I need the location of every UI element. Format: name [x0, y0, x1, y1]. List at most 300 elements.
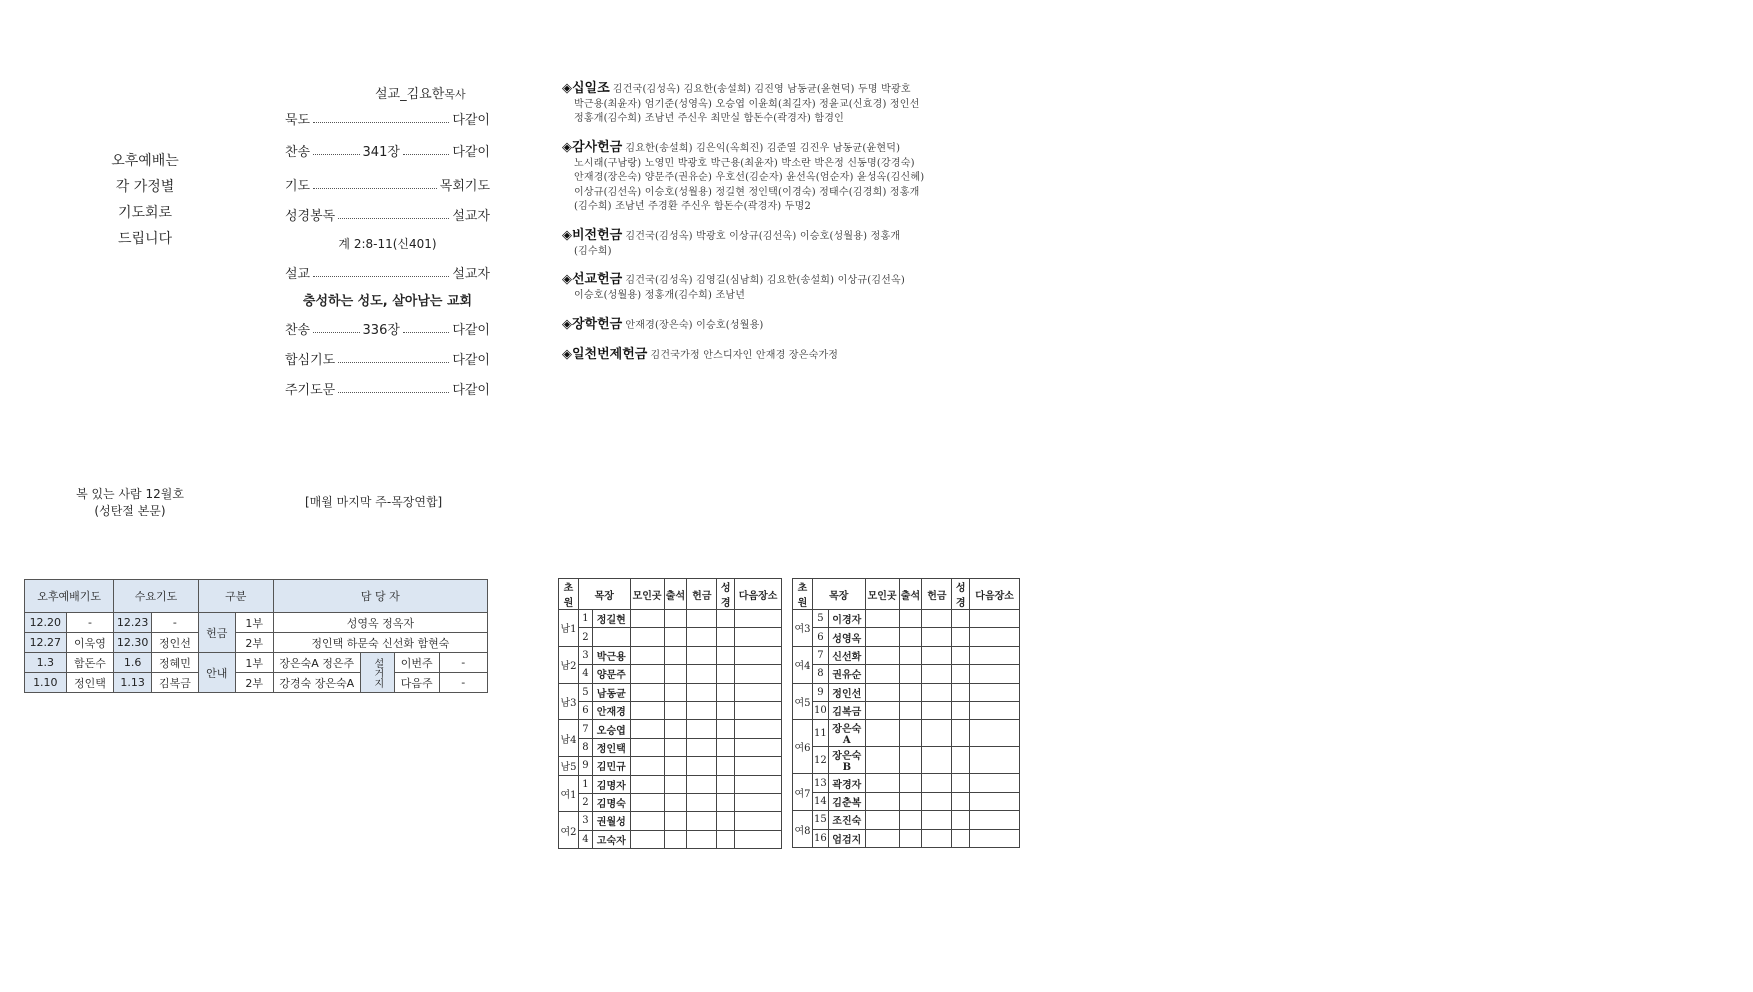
offering-names: 안재경(장은숙) 이승호(성월용)	[625, 320, 764, 331]
blank-cell	[630, 720, 664, 738]
blank-cell	[687, 628, 717, 646]
thanks-offering	[562, 141, 1032, 215]
magazine-title: 복 있는 사람 12월호	[76, 487, 184, 501]
blank-cell	[664, 812, 687, 830]
duty-cell: 다음주	[394, 673, 439, 693]
duty-cell: 강경숙 장은숙A	[273, 673, 360, 693]
blank-cell	[952, 829, 970, 847]
cell-name: 김복금	[828, 701, 865, 719]
magazine-subtitle: (성탄절 본문)	[94, 504, 166, 518]
blank-cell	[970, 792, 1020, 810]
duty-row	[25, 673, 488, 693]
blank-cell	[922, 701, 952, 719]
duty-cell: 정혜민	[152, 653, 199, 673]
blank-cell	[664, 646, 687, 664]
liturgy-row	[285, 205, 490, 223]
offering-names-line: 정홍개(김수희) 조남년 주신우 최만실 함돈수(곽경자) 함경인	[574, 113, 844, 124]
blank-cell	[899, 792, 922, 810]
blank-cell	[687, 683, 717, 701]
offering-title: ◈장학헌금	[562, 317, 623, 332]
blank-cell	[630, 665, 664, 683]
attendance-header: 성경	[952, 579, 970, 610]
duty-cell: 정인택	[66, 673, 114, 693]
blank-cell	[970, 774, 1020, 792]
cell-number: 9	[812, 683, 828, 701]
offering-names: 김건국(김성옥) 박광호 이상규(김선옥) 이승호(성월용) 정홍개	[625, 231, 901, 242]
duty-cell: 1.3	[25, 653, 67, 673]
blank-cell	[735, 757, 782, 775]
afternoon-service-notice	[85, 148, 205, 252]
cell-number: 2	[578, 628, 592, 646]
liturgy-row	[285, 349, 490, 367]
blank-cell	[735, 683, 782, 701]
cell-number: 15	[812, 811, 828, 829]
blank-cell	[899, 720, 922, 747]
blank-cell	[865, 747, 899, 774]
blank-cell	[687, 775, 717, 793]
blank-cell	[952, 701, 970, 719]
group-cell: 여6	[793, 720, 813, 774]
blank-cell	[970, 720, 1020, 747]
group-cell: 남3	[559, 683, 579, 720]
duty-cell: -	[439, 653, 487, 673]
offering-title: ◈선교헌금	[562, 272, 623, 287]
offering-title: ◈비전헌금	[562, 228, 623, 243]
group-cell: 여7	[793, 774, 813, 811]
attendance-row	[793, 829, 1020, 847]
offering-names: 김건국(김성옥) 김요한(송설희) 김진영 남동균(윤현덕) 두명 박광호	[612, 84, 911, 95]
blank-cell	[922, 646, 952, 664]
blank-cell	[865, 720, 899, 747]
cell-name: 김민규	[592, 757, 630, 775]
sermon-prefix: 설교_	[375, 87, 407, 102]
liturgy-label: 주기도문	[285, 382, 336, 398]
blank-cell	[865, 774, 899, 792]
blank-cell	[630, 775, 664, 793]
group-cell: 여5	[793, 683, 813, 720]
attendance-row	[559, 610, 782, 628]
group-cell: 여8	[793, 811, 813, 848]
duty-table	[24, 579, 488, 693]
blank-cell	[952, 747, 970, 774]
blank-cell	[630, 628, 664, 646]
cell-number: 6	[812, 628, 828, 646]
blank-cell	[922, 747, 952, 774]
duty-cell: 2부	[235, 673, 273, 693]
attendance-row	[559, 757, 782, 775]
liturgy-value: 설교자	[452, 208, 490, 224]
duty-cell: 12.23	[114, 613, 152, 633]
blank-cell	[970, 628, 1020, 646]
dish-duty-label: 설거지	[360, 653, 394, 693]
blank-cell	[630, 757, 664, 775]
duty-header: 오후예배기도	[25, 580, 114, 613]
attendance-row	[793, 701, 1020, 719]
attendance-header-row	[793, 579, 1020, 610]
blank-cell	[664, 793, 687, 811]
cell-number: 1	[578, 610, 592, 628]
blank-cell	[687, 701, 717, 719]
blank-cell	[735, 628, 782, 646]
cell-name	[592, 628, 630, 646]
offering-names: 김건국가정 안스디자인 안재경 장은숙가정	[650, 350, 839, 361]
offering-names: 김건국(김성옥) 김영길(심남희) 김요한(송설희) 이상규(김선옥)	[625, 275, 906, 286]
blank-cell	[687, 738, 717, 756]
cell-name: 안재경	[592, 701, 630, 719]
cell-number: 16	[812, 829, 828, 847]
blank-cell	[687, 720, 717, 738]
cell-name: 곽경자	[828, 774, 865, 792]
group-cell: 남1	[559, 610, 579, 647]
blank-cell	[717, 720, 735, 738]
blank-cell	[735, 665, 782, 683]
liturgy-value: 목회기도	[439, 178, 490, 194]
attendance-header: 모인곳	[630, 579, 664, 610]
blank-cell	[630, 793, 664, 811]
duty-header: 담 당 자	[273, 580, 487, 613]
duty-row	[25, 613, 488, 633]
leader-dots	[313, 113, 449, 123]
attendance-row	[793, 683, 1020, 701]
leader-dots	[338, 383, 449, 393]
blank-cell	[922, 811, 952, 829]
blank-cell	[687, 665, 717, 683]
duty-cell: 12.30	[114, 633, 152, 653]
duty-row	[25, 633, 488, 653]
leader-dots	[313, 179, 437, 189]
liturgy-row	[285, 141, 490, 159]
preacher-name: 김요한	[406, 87, 445, 102]
liturgy-value: 다같이	[452, 112, 490, 128]
blank-cell	[865, 646, 899, 664]
blank-cell	[865, 829, 899, 847]
duty-cell: 정인선	[152, 633, 199, 653]
blank-cell	[717, 665, 735, 683]
offering-title: ◈십일조	[562, 81, 610, 96]
blank-cell	[952, 610, 970, 628]
preacher-title: 목사	[444, 88, 466, 101]
blank-cell	[630, 683, 664, 701]
attendance-row	[559, 812, 782, 830]
attendance-header: 목장	[578, 579, 630, 610]
blank-cell	[735, 610, 782, 628]
duty-cell: 김복금	[152, 673, 199, 693]
blank-cell	[664, 738, 687, 756]
liturgy-row	[285, 175, 490, 193]
notice-line: 기도회로	[117, 205, 173, 221]
blank-cell	[952, 792, 970, 810]
attendance-row	[793, 774, 1020, 792]
attendance-header: 다음장소	[735, 579, 782, 610]
blank-cell	[664, 610, 687, 628]
duty-cell: 12.20	[25, 613, 67, 633]
blank-cell	[899, 829, 922, 847]
attendance-row	[559, 628, 782, 646]
blank-cell	[717, 830, 735, 848]
blank-cell	[899, 665, 922, 683]
thousand-offering	[562, 348, 1032, 364]
duty-cell: 이욱영	[66, 633, 114, 653]
attendance-table-men	[558, 578, 782, 849]
attendance-row	[793, 628, 1020, 646]
blank-cell	[970, 646, 1020, 664]
blank-cell	[630, 738, 664, 756]
blank-cell	[630, 812, 664, 830]
attendance-header: 헌금	[687, 579, 717, 610]
blank-cell	[664, 628, 687, 646]
cell-number: 5	[812, 610, 828, 628]
blank-cell	[717, 775, 735, 793]
duty-cell: -	[66, 613, 114, 633]
attendance-row	[559, 830, 782, 848]
cell-number: 7	[578, 720, 592, 738]
attendance-row	[793, 610, 1020, 628]
notice-line: 드립니다	[117, 231, 173, 247]
group-cell: 남4	[559, 720, 579, 757]
blank-cell	[970, 747, 1020, 774]
leader-dots	[338, 353, 449, 363]
blank-cell	[687, 830, 717, 848]
blank-cell	[735, 812, 782, 830]
attendance-header: 성경	[717, 579, 735, 610]
blank-cell	[687, 757, 717, 775]
attendance-header: 출석	[899, 579, 922, 610]
duty-header-row	[25, 580, 488, 613]
liturgy-value: 다같이	[452, 382, 490, 398]
attendance-row	[559, 793, 782, 811]
attendance-header: 초원	[793, 579, 813, 610]
cell-number: 10	[812, 701, 828, 719]
blank-cell	[865, 628, 899, 646]
blank-cell	[717, 701, 735, 719]
cell-name: 권월성	[592, 812, 630, 830]
attendance-row	[793, 646, 1020, 664]
blank-cell	[952, 665, 970, 683]
blank-cell	[970, 701, 1020, 719]
duty-header: 구분	[198, 580, 273, 613]
offering-names-line: 안재경(장은숙) 양문주(권유순) 우호선(김순자) 윤선옥(엄순자) 윤성옥(김신혜)	[574, 172, 925, 183]
blank-cell	[952, 646, 970, 664]
attendance-header: 모인곳	[865, 579, 899, 610]
offering-names-line: (김수희) 조남년 주경환 주신우 함돈수(곽경자) 두명2	[574, 201, 812, 212]
blank-cell	[952, 628, 970, 646]
blank-cell	[664, 775, 687, 793]
group-cell: 남5	[559, 757, 579, 775]
blank-cell	[735, 775, 782, 793]
blank-cell	[735, 701, 782, 719]
liturgy-value: 다같이	[452, 352, 490, 368]
blank-cell	[952, 774, 970, 792]
blank-cell	[630, 646, 664, 664]
cell-number: 13	[812, 774, 828, 792]
blank-cell	[687, 812, 717, 830]
blank-cell	[952, 683, 970, 701]
leader-dots	[313, 267, 449, 277]
cell-number: 3	[578, 646, 592, 664]
group-cell: 여2	[559, 812, 579, 849]
duty-row	[25, 653, 488, 673]
attendance-row	[793, 665, 1020, 683]
attendance-header: 출석	[664, 579, 687, 610]
cell-name: 장은숙B	[828, 747, 865, 774]
offering-title: ◈감사헌금	[562, 140, 623, 155]
guide-duty-label: 안내	[198, 653, 235, 693]
cell-number: 4	[578, 665, 592, 683]
duty-cell: 함돈수	[66, 653, 114, 673]
duty-cell: 1.6	[114, 653, 152, 673]
group-cell: 남2	[559, 646, 579, 683]
liturgy-label: 기도	[285, 178, 311, 194]
blank-cell	[952, 811, 970, 829]
duty-cell: 12.27	[25, 633, 67, 653]
blank-cell	[899, 701, 922, 719]
liturgy-row	[285, 379, 490, 397]
blank-cell	[970, 665, 1020, 683]
blank-cell	[899, 774, 922, 792]
attendance-header: 초원	[559, 579, 579, 610]
cell-name: 김명숙	[592, 793, 630, 811]
offering-names-line: 이승호(성월용) 정홍개(김수희) 조남년	[574, 289, 746, 301]
blank-cell	[970, 829, 1020, 847]
blank-cell	[970, 811, 1020, 829]
attendance-row	[793, 792, 1020, 810]
blank-cell	[630, 830, 664, 848]
blank-cell	[717, 646, 735, 664]
duty-cell: 이번주	[394, 653, 439, 673]
cell-number: 11	[812, 720, 828, 747]
cell-name: 김춘복	[828, 792, 865, 810]
cell-name: 양문주	[592, 665, 630, 683]
blank-cell	[899, 610, 922, 628]
cell-number: 6	[578, 701, 592, 719]
sermon-header	[375, 83, 466, 102]
blank-cell	[687, 793, 717, 811]
attendance-header: 헌금	[922, 579, 952, 610]
duty-cell: 1.10	[25, 673, 67, 693]
attendance-row	[559, 665, 782, 683]
blank-cell	[952, 720, 970, 747]
blank-cell	[717, 812, 735, 830]
blank-cell	[735, 720, 782, 738]
attendance-row	[559, 646, 782, 664]
cell-name: 박근용	[592, 646, 630, 664]
attendance-header: 다음장소	[970, 579, 1020, 610]
liturgy-row	[285, 319, 490, 337]
cell-name: 조진숙	[828, 811, 865, 829]
cell-name: 신선화	[828, 646, 865, 664]
attendance-row	[793, 747, 1020, 774]
blank-cell	[922, 628, 952, 646]
blank-cell	[664, 720, 687, 738]
scripture-reference: 계 2:8-11(신401)	[338, 237, 437, 251]
blank-cell	[922, 720, 952, 747]
duty-cell: 장은숙A 정은주	[273, 653, 360, 673]
blank-cell	[922, 665, 952, 683]
cell-name: 장은숙A	[828, 720, 865, 747]
blank-cell	[630, 701, 664, 719]
leader-dots	[403, 323, 449, 333]
group-cell: 여3	[793, 610, 813, 647]
cell-number: 8	[578, 738, 592, 756]
cell-name: 엄검지	[828, 829, 865, 847]
offering-names-line: 박근용(최윤자) 엄기준(성영옥) 오승엽 이윤희(최길자) 정윤교(신효경) 정인선	[574, 98, 920, 110]
liturgy-label: 성경봉독	[285, 208, 336, 224]
blank-cell	[717, 738, 735, 756]
notice-line: 오후예배는	[111, 153, 179, 169]
blank-cell	[865, 792, 899, 810]
cell-name: 정인선	[828, 683, 865, 701]
cell-name: 고숙자	[592, 830, 630, 848]
offering-title: ◈일천번제헌금	[562, 347, 648, 362]
blank-cell	[717, 610, 735, 628]
monthly-note: [매월 마지막 주-목장연합]	[305, 495, 443, 509]
blank-cell	[899, 628, 922, 646]
cell-name: 정길현	[592, 610, 630, 628]
attendance-header-row	[559, 579, 782, 610]
offering-names: 김요한(송설희) 김은익(옥희진) 김준열 김진우 남동균(윤현덕)	[625, 143, 901, 154]
sermon-title: 충성하는 성도, 살아남는 교회	[302, 294, 473, 309]
scholarship-offering	[562, 318, 1032, 334]
duty-cell: 1부	[235, 653, 273, 673]
blank-cell	[717, 757, 735, 775]
duty-cell: 성영옥 정옥자	[273, 613, 487, 633]
attendance-row	[559, 720, 782, 738]
cell-name: 김명자	[592, 775, 630, 793]
cell-number: 8	[812, 665, 828, 683]
leader-dots	[403, 145, 449, 155]
liturgy-value: 다같이	[452, 144, 490, 160]
cell-name: 정인택	[592, 738, 630, 756]
blank-cell	[687, 646, 717, 664]
blank-cell	[899, 646, 922, 664]
cell-name: 남동균	[592, 683, 630, 701]
cell-number: 7	[812, 646, 828, 664]
blank-cell	[687, 610, 717, 628]
blank-cell	[630, 610, 664, 628]
blank-cell	[735, 738, 782, 756]
leader-dots	[338, 209, 449, 219]
magazine-note	[55, 486, 205, 520]
blank-cell	[664, 830, 687, 848]
offering-names-line: (김수희)	[574, 245, 612, 257]
blank-cell	[664, 701, 687, 719]
liturgy-label: 합심기도	[285, 352, 336, 368]
cell-name: 오승엽	[592, 720, 630, 738]
cell-number: 14	[812, 792, 828, 810]
blank-cell	[899, 811, 922, 829]
duty-cell: 1부	[235, 613, 273, 633]
cell-number: 9	[578, 757, 592, 775]
blank-cell	[735, 830, 782, 848]
duty-cell: -	[152, 613, 199, 633]
blank-cell	[922, 683, 952, 701]
blank-cell	[922, 829, 952, 847]
blank-cell	[922, 792, 952, 810]
cell-number: 12	[812, 747, 828, 774]
blank-cell	[865, 610, 899, 628]
liturgy-row	[285, 263, 490, 281]
leader-dots	[313, 323, 359, 333]
blank-cell	[735, 646, 782, 664]
tithe-offering	[562, 82, 1032, 127]
blank-cell	[922, 610, 952, 628]
hymn-number: 336장	[362, 322, 400, 338]
blank-cell	[922, 774, 952, 792]
cell-number: 4	[578, 830, 592, 848]
leader-dots	[313, 145, 359, 155]
blank-cell	[865, 665, 899, 683]
blank-cell	[664, 757, 687, 775]
